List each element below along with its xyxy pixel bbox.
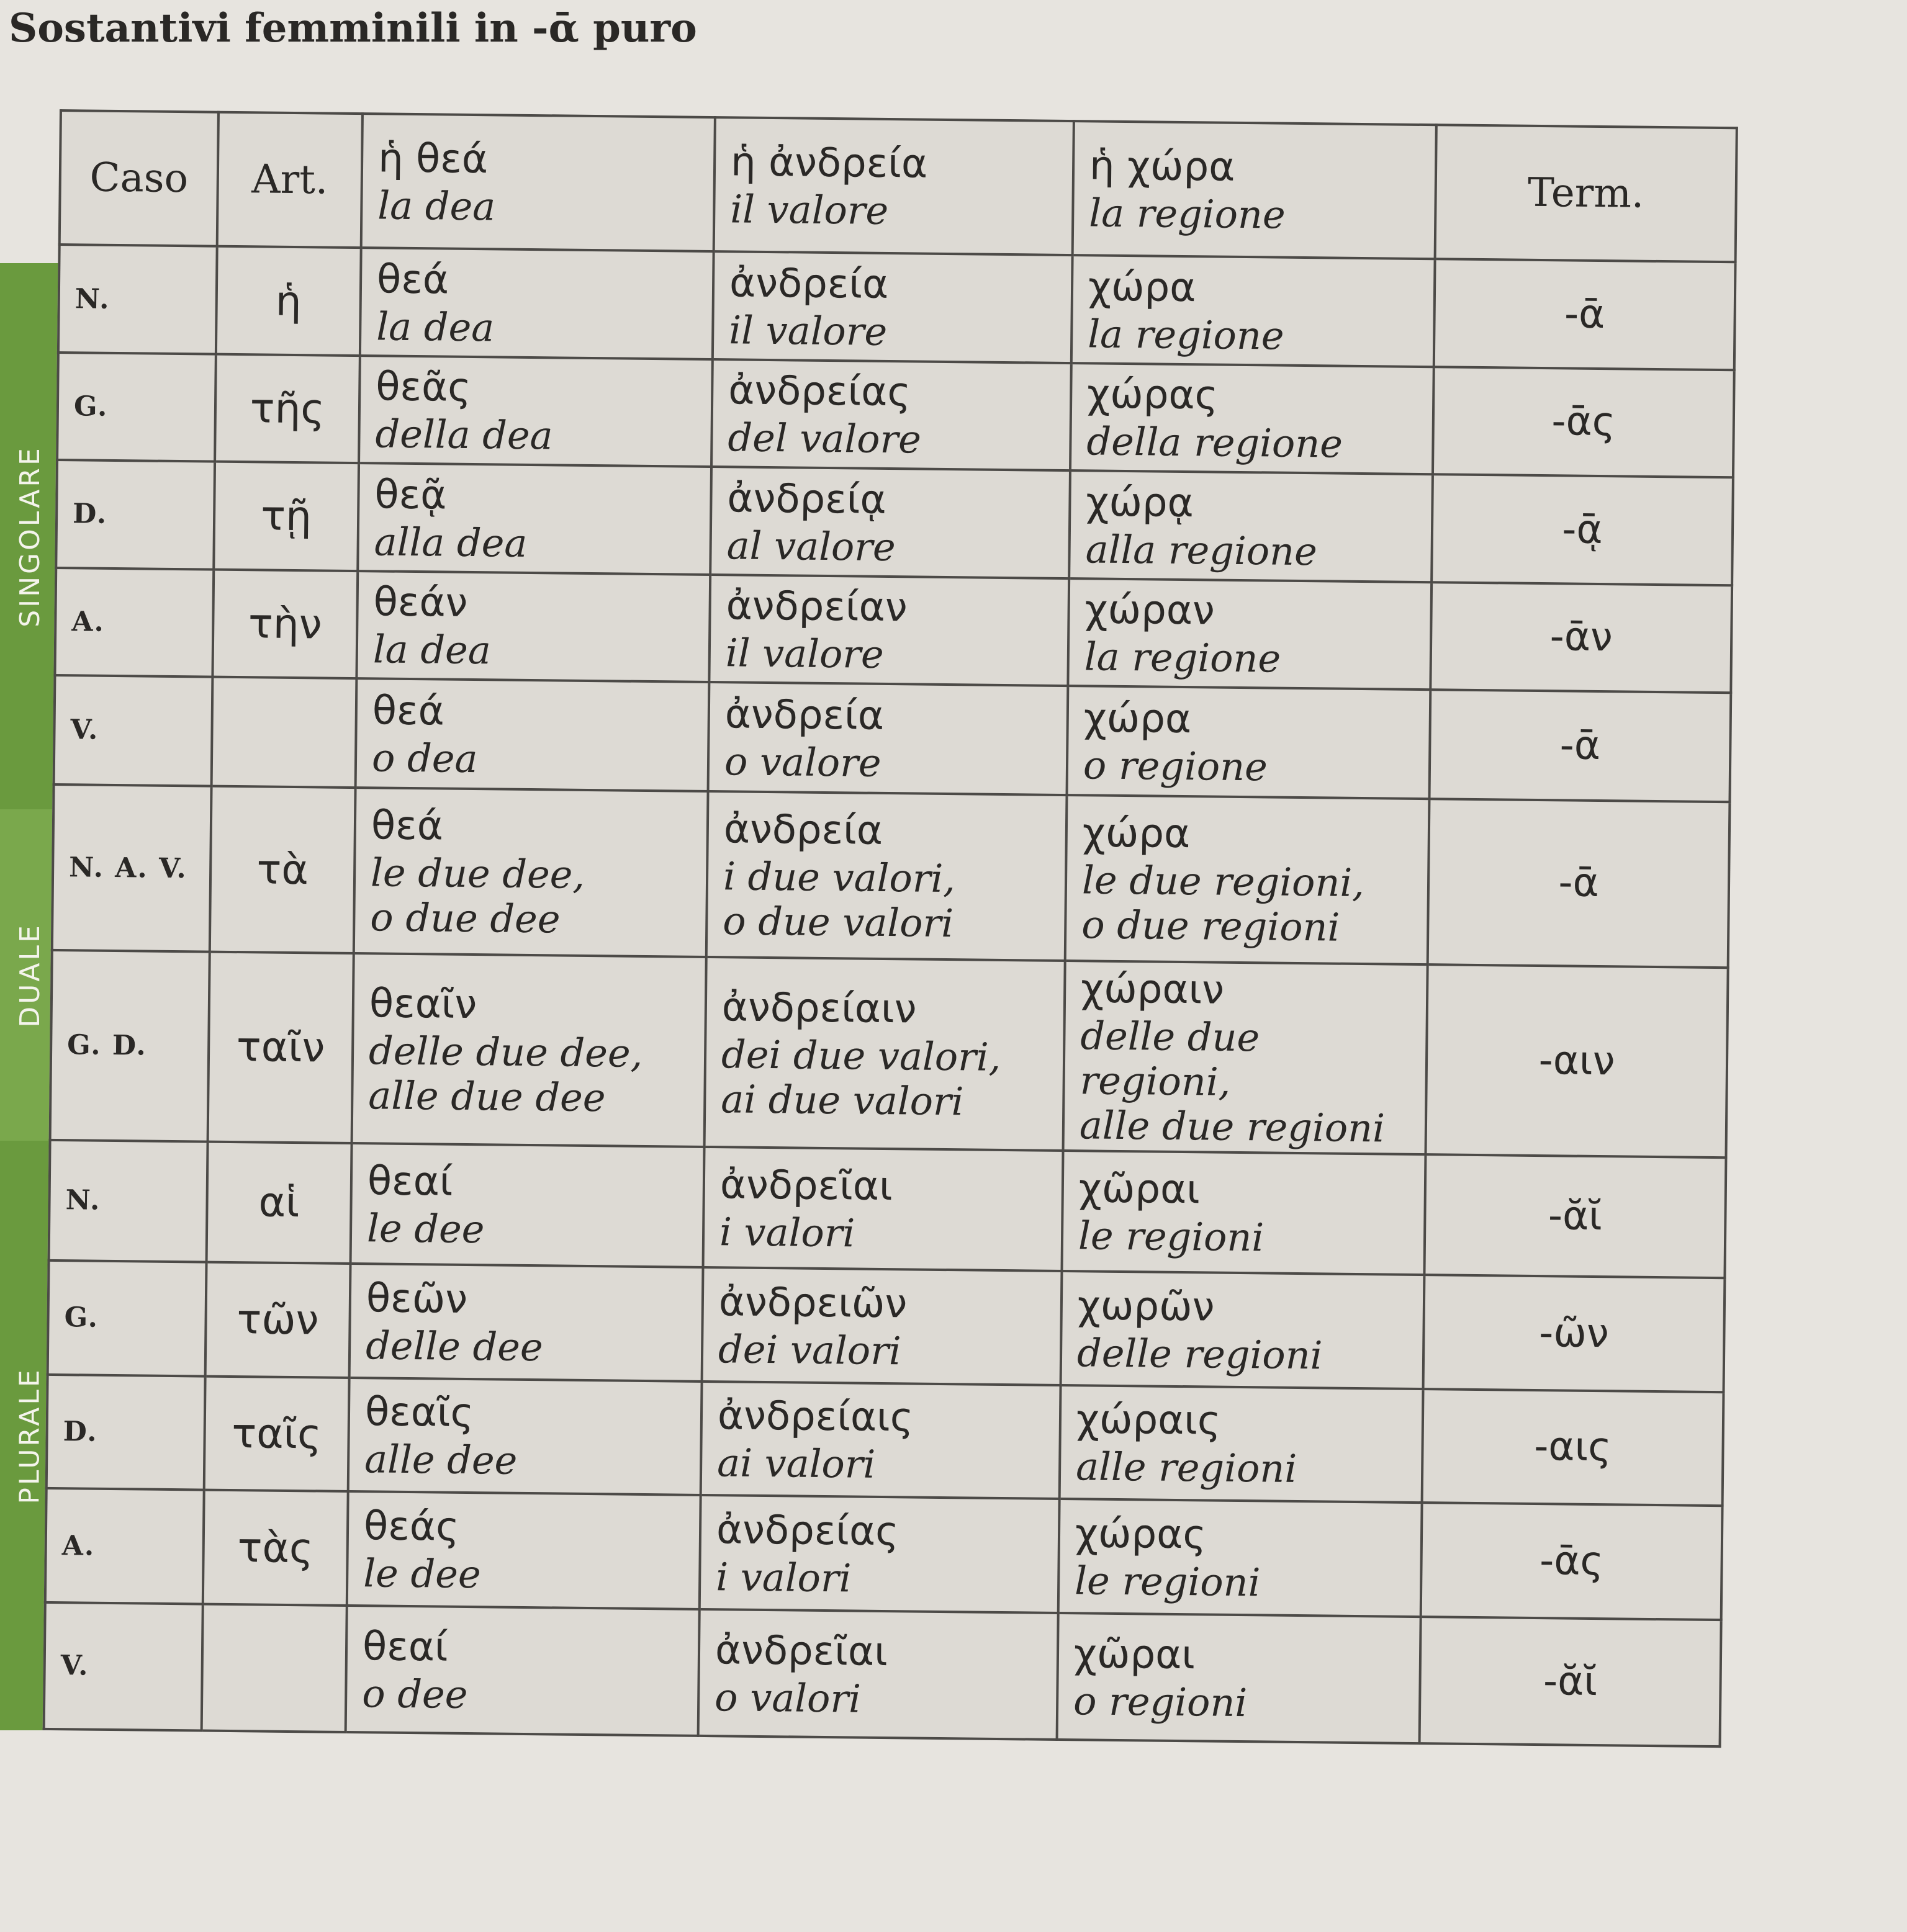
- translation: della regione: [1086, 418, 1343, 467]
- translation: alla regione: [1085, 526, 1318, 575]
- greek-form: θεῶν: [366, 1275, 468, 1323]
- greek-form: ἀνδρεία: [723, 806, 883, 855]
- article: ταῖν: [208, 952, 354, 1144]
- greek-form: θεά: [376, 256, 449, 303]
- translation-2: alle due regioni: [1079, 1102, 1386, 1151]
- translation-2: o due valori: [722, 898, 954, 946]
- table-row: [57, 353, 1734, 478]
- greek-form: χῶραι: [1078, 1166, 1201, 1213]
- greek-form: ἀνδρεῖαι: [719, 1162, 893, 1210]
- page-title: Sostantivi femminili in -ᾱ puro: [9, 5, 697, 52]
- ending: -αιν: [1425, 964, 1728, 1157]
- form-cell: [359, 356, 713, 467]
- greek-form: ἀνδρείᾳ: [727, 475, 887, 523]
- form-cell: [702, 1267, 1062, 1385]
- form-cell: [1062, 1151, 1425, 1275]
- translation: le dee: [366, 1205, 485, 1252]
- table-row: [58, 245, 1736, 370]
- table-row: [47, 1374, 1724, 1506]
- table-row: [54, 675, 1731, 802]
- translation: della dea: [375, 411, 553, 459]
- translation: le regioni: [1078, 1213, 1265, 1260]
- ending: -ᾰῐ: [1420, 1617, 1721, 1746]
- form-cell: [349, 1264, 703, 1382]
- form-cell: [1071, 255, 1435, 367]
- header-art: Art.: [217, 112, 363, 248]
- greek-form: χώρας: [1075, 1511, 1207, 1558]
- table-row: [48, 1260, 1725, 1392]
- translation-2: alle due dee: [368, 1072, 606, 1121]
- form-cell: [708, 682, 1068, 795]
- form-cell: [348, 1378, 702, 1496]
- greek-form: θεᾷ: [374, 472, 447, 519]
- case-label: G.: [48, 1260, 207, 1376]
- header-term: Term.: [1435, 125, 1737, 262]
- translation: delle regioni: [1076, 1329, 1323, 1378]
- header-col3-it: la regione: [1088, 190, 1286, 238]
- translation: alle regioni: [1075, 1444, 1297, 1492]
- table-row: [56, 460, 1733, 585]
- ending: -ᾱς: [1421, 1503, 1723, 1620]
- translation: delle dee: [365, 1322, 544, 1370]
- translation: delle due dee,: [368, 1028, 643, 1076]
- translation: la regione: [1087, 311, 1284, 359]
- article: τῆς: [215, 354, 360, 463]
- greek-form: χώρας: [1086, 371, 1219, 420]
- translation: la regione: [1084, 634, 1281, 682]
- form-cell: [1058, 1499, 1422, 1617]
- greek-form: χώραις: [1076, 1396, 1221, 1445]
- ending: -ᾱ: [1428, 799, 1730, 968]
- form-cell: [1069, 470, 1433, 582]
- declension-table-wrap: [43, 109, 1736, 1748]
- greek-form: χῶραι: [1073, 1631, 1196, 1679]
- article: τὰς: [203, 1490, 348, 1606]
- form-cell: [360, 248, 714, 359]
- greek-form: θεάς: [363, 1503, 459, 1550]
- form-cell: [1065, 795, 1430, 964]
- translation: o regione: [1083, 742, 1268, 790]
- ending: -ᾱͅ: [1431, 474, 1733, 585]
- greek-form: θεά: [372, 688, 445, 735]
- form-cell: [1057, 1613, 1421, 1743]
- translation: il valore: [728, 307, 888, 355]
- greek-form: ἀνδρείαιν: [721, 984, 917, 1033]
- header-row: [60, 110, 1737, 263]
- form-cell: [700, 1495, 1060, 1613]
- greek-form: χώρα: [1088, 264, 1196, 312]
- greek-form: χώρᾳ: [1086, 479, 1194, 527]
- ending: -ᾱς: [1433, 367, 1734, 478]
- header-col3-greek: ἡ χώρα: [1089, 143, 1235, 191]
- form-cell: [351, 1143, 705, 1267]
- translation: alle dee: [364, 1436, 518, 1484]
- translation: la dea: [376, 303, 495, 351]
- greek-form: θεαῖν: [369, 981, 477, 1028]
- greek-form: χώρα: [1083, 695, 1192, 743]
- article: [212, 677, 357, 788]
- greek-form: θεᾶς: [375, 364, 472, 411]
- greek-form: θεαῖς: [364, 1389, 474, 1437]
- greek-form: ἀνδρείας: [716, 1507, 899, 1555]
- header-col1-greek: ἡ θεά: [377, 135, 489, 183]
- translation: le dee: [363, 1550, 482, 1597]
- article: [202, 1604, 347, 1732]
- translation: o regioni: [1073, 1678, 1248, 1726]
- table-row: [45, 1488, 1723, 1620]
- header-col2-it: il valore: [729, 186, 889, 234]
- form-cell: [354, 788, 708, 957]
- table-row: [49, 1140, 1726, 1278]
- header-col1-it: la dea: [377, 182, 496, 230]
- form-cell: [1063, 961, 1428, 1154]
- translation: la dea: [372, 626, 492, 673]
- translation: ai valori: [716, 1440, 876, 1488]
- translation: i valori: [719, 1209, 855, 1256]
- translation: dei valori: [718, 1326, 902, 1374]
- case-label: N.: [49, 1140, 208, 1262]
- ending: -ᾰῐ: [1424, 1154, 1726, 1278]
- greek-form: χώραιν: [1080, 966, 1225, 1013]
- table-row: [44, 1602, 1721, 1746]
- article: τῇ: [214, 462, 359, 571]
- case-label: A.: [45, 1488, 204, 1604]
- greek-form: ἀνδρεία: [724, 691, 885, 739]
- header-col3: [1073, 121, 1436, 259]
- greek-form: ἀνδρειῶν: [718, 1278, 908, 1328]
- form-cell: [701, 1381, 1061, 1499]
- article: ταῖς: [204, 1376, 349, 1491]
- form-cell: [698, 1609, 1058, 1740]
- greek-form: ἀνδρείαις: [717, 1393, 914, 1441]
- ending: -αις: [1422, 1389, 1724, 1506]
- case-label: G.: [57, 353, 216, 462]
- case-label: N.: [58, 245, 217, 354]
- case-label: D.: [56, 460, 215, 569]
- form-cell: [356, 571, 710, 682]
- form-cell: [705, 957, 1065, 1151]
- translation: le due regioni,: [1081, 857, 1365, 906]
- article: ἡ: [216, 246, 361, 356]
- translation: il valore: [725, 630, 885, 678]
- article: αἱ: [207, 1142, 352, 1264]
- case-label: D.: [47, 1374, 205, 1489]
- duale-label: DUALE: [14, 922, 46, 1028]
- case-label: G. D.: [50, 950, 210, 1142]
- form-cell: [703, 1147, 1063, 1271]
- translation-2: o due dee: [370, 894, 561, 942]
- form-cell: [710, 467, 1070, 578]
- greek-form: θεαί: [367, 1158, 453, 1205]
- translation-2: o due regioni: [1081, 902, 1340, 950]
- form-cell: [1060, 1385, 1423, 1503]
- article: τῶν: [205, 1262, 351, 1377]
- translation-2: ai due valori: [720, 1076, 964, 1125]
- ending: -ᾱν: [1430, 582, 1732, 693]
- table-row: [50, 950, 1728, 1157]
- translation: delle due regioni,: [1080, 1013, 1260, 1105]
- ending: -ᾱ: [1434, 259, 1736, 371]
- translation: alla dea: [374, 519, 528, 566]
- greek-form: χώρα: [1082, 810, 1191, 858]
- greek-form: ἀνδρεία: [729, 260, 889, 308]
- declension-table: [43, 109, 1738, 1748]
- translation: o valore: [724, 739, 881, 786]
- case-label: V.: [54, 675, 213, 786]
- greek-form: θεάν: [373, 579, 468, 627]
- article: τὴν: [212, 569, 358, 678]
- header-col1: [361, 114, 715, 251]
- form-cell: [356, 678, 710, 791]
- greek-form: ἀνδρεῖαι: [715, 1627, 888, 1676]
- form-cell: [352, 953, 706, 1147]
- greek-form: χωρῶν: [1077, 1282, 1215, 1331]
- translation: del valore: [728, 415, 922, 463]
- form-cell: [347, 1491, 701, 1609]
- translation: o valori: [714, 1674, 862, 1722]
- case-label: V.: [44, 1602, 203, 1731]
- translation: i valori: [715, 1554, 852, 1601]
- form-cell: [358, 463, 711, 574]
- case-label: N. A. V.: [52, 784, 212, 952]
- article: τὰ: [210, 786, 356, 953]
- form-cell: [1061, 1271, 1425, 1389]
- greek-form: ἀνδρείας: [728, 367, 911, 416]
- header-col2-greek: ἡ ἀνδρεία: [730, 139, 928, 187]
- form-cell: [1067, 686, 1431, 799]
- translation: le due dee,: [370, 850, 585, 898]
- ending: -ᾱ: [1429, 690, 1731, 802]
- translation: le regioni: [1074, 1558, 1261, 1606]
- greek-form: χώραν: [1084, 586, 1215, 634]
- greek-form: θεά: [371, 802, 444, 850]
- form-cell: [713, 251, 1073, 362]
- table-row: [55, 568, 1732, 693]
- table-row: [52, 784, 1730, 968]
- form-cell: [709, 575, 1069, 686]
- translation: i due valori,: [723, 853, 956, 902]
- form-cell: [711, 359, 1071, 470]
- translation: o dea: [371, 735, 478, 781]
- greek-form: ἀνδρείαν: [726, 583, 908, 631]
- ending: -ῶν: [1423, 1275, 1725, 1392]
- header-caso: Caso: [60, 110, 219, 246]
- case-label: A.: [55, 568, 214, 677]
- translation: dei due valori,: [721, 1031, 1001, 1080]
- form-cell: [346, 1606, 700, 1736]
- form-cell: [706, 791, 1067, 961]
- form-cell: [1070, 363, 1434, 475]
- translation: al valore: [726, 523, 896, 570]
- form-cell: [1068, 578, 1431, 690]
- singolare-label-box: [0, 263, 60, 809]
- header-col2: [714, 117, 1074, 255]
- singolare-label: SINGOLARE: [14, 445, 46, 627]
- plurale-label: PLURALE: [14, 1367, 46, 1504]
- greek-form: θεαί: [362, 1624, 449, 1671]
- translation: o dee: [361, 1671, 468, 1717]
